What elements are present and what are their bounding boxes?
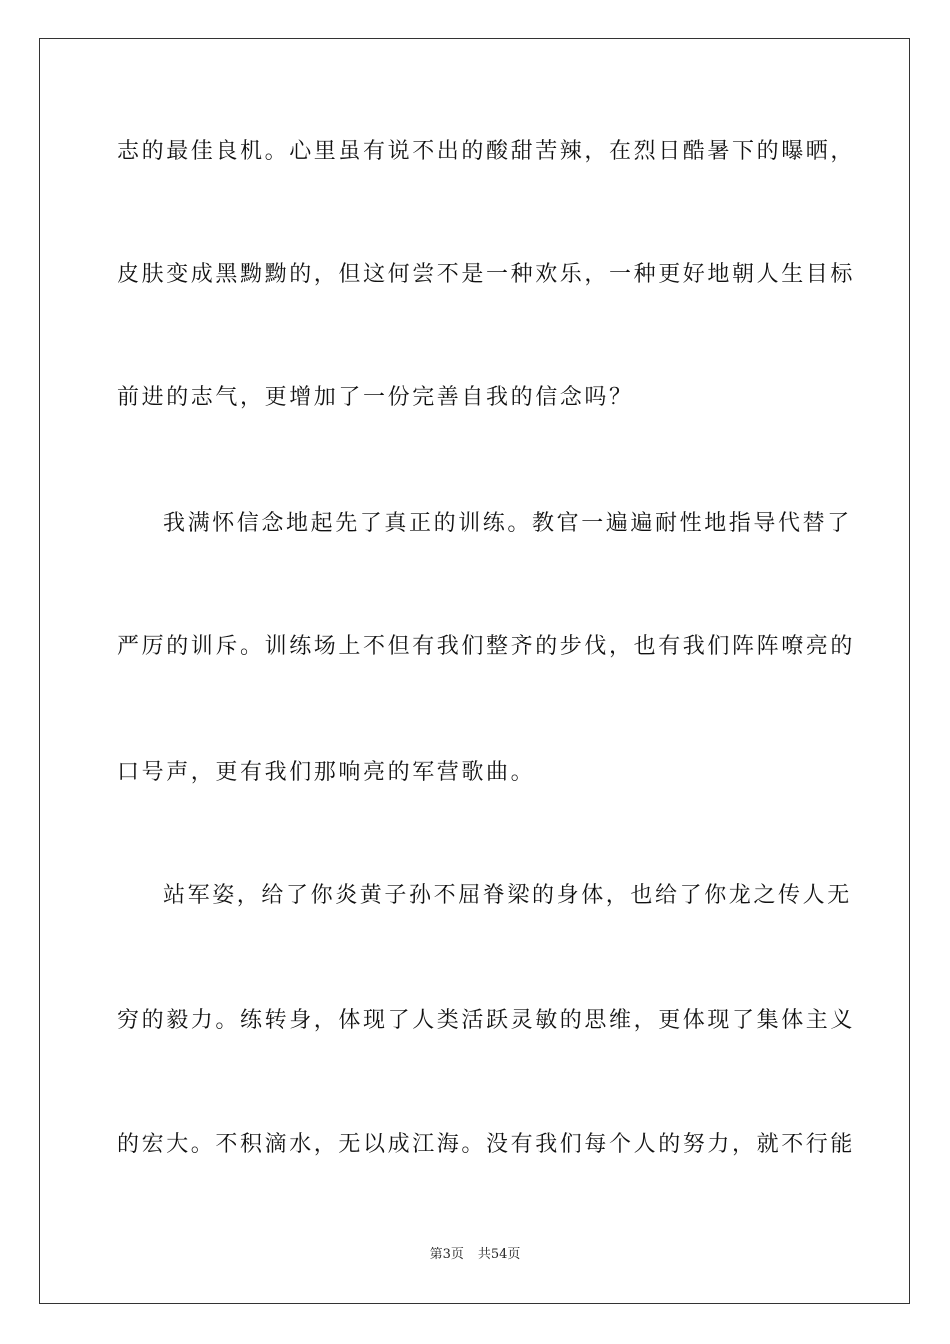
page-total: 共54页 xyxy=(477,1247,521,1262)
text-line-7: 站军姿，给了你炎黄子孙不屈脊梁的身体，也给了你龙之传人无 xyxy=(163,883,852,908)
text-line-5: 严厉的训斥。训练场上不但有我们整齐的步伐，也有我们阵阵嘹亮的 xyxy=(117,634,856,659)
page-frame xyxy=(39,38,910,1304)
text-line-9: 的宏大。不积滴水，无以成江海。没有我们每个人的努力，就不行能 xyxy=(117,1132,856,1157)
text-line-8: 穷的毅力。练转身，体现了人类活跃灵敏的思维，更体现了集体主义 xyxy=(117,1008,856,1033)
text-line-6: 口号声，更有我们那响亮的军营歌曲。 xyxy=(117,760,536,785)
page-number: 第3页 xyxy=(429,1247,464,1262)
text-line-3: 前进的志气，更增加了一份完善自我的信念吗？ xyxy=(117,385,634,410)
text-line-2: 皮肤变成黑黝黝的，但这何尝不是一种欢乐，一种更好地朝人生目标 xyxy=(117,262,856,287)
text-line-1: 志的最佳良机。心里虽有说不出的酸甜苦辣，在烈日酷暑下的曝晒， xyxy=(117,139,856,164)
text-line-4: 我满怀信念地起先了真正的训练。教官一遍遍耐性地指导代替了 xyxy=(163,511,852,536)
page-footer xyxy=(0,1246,950,1264)
